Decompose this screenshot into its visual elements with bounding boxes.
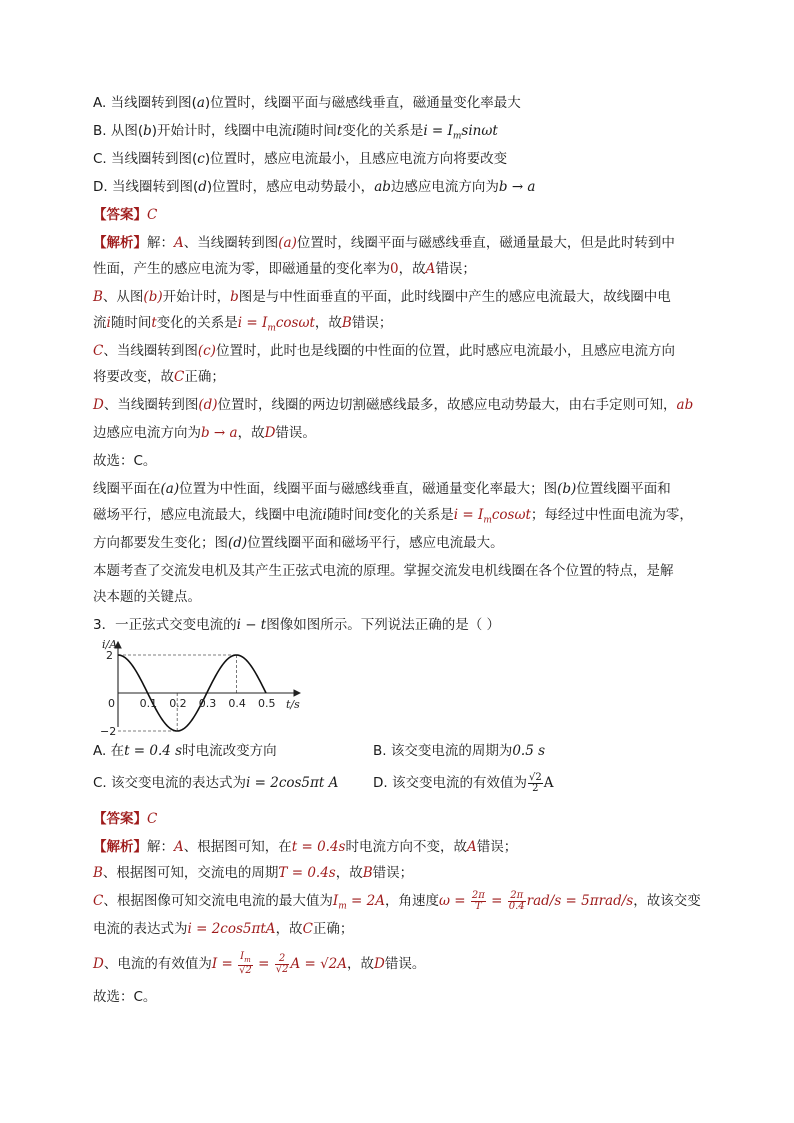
q2-option-a: A. 当线圈转到图(a)位置时，线圈平面与磁感线垂直，磁通量变化率最大 bbox=[93, 95, 521, 111]
q2-answer: 【答案】C bbox=[93, 207, 158, 223]
x-tick-label: 0 bbox=[108, 697, 115, 710]
q3-analysis-line-3: C、根据图像可知交流电电流的最大值为$I_m = 2A$，角速度ω = $\frac{2\pi}{T}$ = $\frac{2\pi}{0.4}$ rad/s = 5πrad/s，故该交变 bbox=[93, 889, 701, 912]
x-axis-label: t/s bbox=[286, 698, 300, 711]
q3-analysis-line-2: B、根据图可知，交流电的周期T = 0.4s，故B错误； bbox=[93, 865, 414, 881]
q2-analysis-line-3: B、从图(b)开始计时，b图是与中性面垂直的平面，此时线圈中产生的感应电流最大，故线圈中电 bbox=[93, 289, 671, 305]
q2-summary-line-2: 磁场平行，感应电流最大，线圈中电流i随时间t变化的关系是$i = I_m\cos\omega t$；每经过中性面电流为零， bbox=[93, 507, 693, 526]
x-tick-label: 0.3 bbox=[198, 697, 217, 710]
y-axis-label: i/A bbox=[102, 638, 118, 651]
q2-option-d: D. 当线圈转到图(d)位置时，感应电动势最小，ab边感应电流方向为b → a bbox=[93, 179, 536, 195]
q3-stem: 3．一正弦式交变电流的i − t图像如图所示。下列说法正确的是（ ） bbox=[93, 617, 501, 633]
q2-analysis-line-7: D、当线圈转到图(d)位置时，线圈的两边切割磁感线最多，故感应电动势最大，由右手定则可知，ab bbox=[93, 397, 694, 413]
q2-summary-line-4: 本题考查了交流发电机及其产生正弦式电流的原理。掌握交流发电机线圈在各个位置的特点，是解 bbox=[93, 563, 674, 579]
q3-option-c: C. 该交变电流的表达式为i = 2cos5πt A bbox=[93, 775, 339, 791]
x-tick-label: 0.2 bbox=[169, 697, 187, 710]
y-tick-label: 2 bbox=[106, 649, 113, 662]
q3-analysis-line-5: D、电流的有效值为I = $\frac{I_m}{√2}$ = $\frac{2}{√2}$ A = √2A，故D错误。 bbox=[93, 951, 426, 976]
x-tick-label: 0.5 bbox=[258, 697, 276, 710]
y-tick-label: −2 bbox=[100, 725, 117, 738]
q2-analysis-line-2: 性面，产生的感应电流为零，即磁通量的变化率为0，故A错误； bbox=[93, 261, 476, 277]
q2-analysis-line-8: 边感应电流方向为b → a，故D错误。 bbox=[93, 425, 316, 441]
x-tick-label: 0.1 bbox=[139, 697, 158, 710]
q2-analysis-line-6: 将要改变，故C正确； bbox=[93, 369, 225, 385]
q2-option-c: C. 当线圈转到图(c)位置时，感应电流最小，且感应电流方向将要改变 bbox=[93, 151, 508, 167]
q3-choice: 故选：C。 bbox=[93, 989, 157, 1005]
q3-option-d: D. 该交变电流的有效值为 $\frac{√2}{2}$ A bbox=[373, 771, 554, 794]
current-time-graph bbox=[100, 636, 310, 738]
q2-summary-line-3: 方向都要发生变化；图(d)位置线圈平面和磁场平行，感应电流最大。 bbox=[93, 535, 504, 551]
q2-summary-line-5: 决本题的关键点。 bbox=[93, 589, 201, 605]
q2-analysis-line-1: 【解析】解：A、当线圈转到图(a)位置时，线圈平面与磁感线垂直，磁通量最大，但是此时转到中 bbox=[93, 235, 675, 251]
q3-analysis-line-4: 电流的表达式为i = 2cos5πtA，故C正确； bbox=[93, 921, 354, 937]
q2-choice: 故选：C。 bbox=[93, 453, 157, 469]
x-tick-label: 0.4 bbox=[228, 697, 246, 710]
q2-analysis-line-5: C、当线圈转到图(c)位置时，此时也是线圈的中性面的位置，此时感应电流最小，且感应电流方向 bbox=[93, 343, 675, 359]
q2-analysis-line-4: 流i随时间t变化的关系是$i = I_m\cos\omega t$，故B错误； bbox=[93, 315, 393, 334]
q3-option-b: B. 该交变电流的周期为0.5 s bbox=[373, 743, 546, 759]
q3-option-a: A. 在t = 0.4 s时电流改变方向 bbox=[93, 743, 277, 759]
q3-analysis-line-1: 【解析】解：A、根据图可知，在t = 0.4s时电流方向不变，故A错误； bbox=[93, 839, 518, 855]
q3-answer: 【答案】C bbox=[93, 811, 158, 827]
q2-summary-line-1: 线圈平面在(a)位置为中性面，线圈平面与磁感线垂直，磁通量变化率最大；图(b)位置线圈平面和 bbox=[93, 481, 671, 497]
q2-option-b: B. 从图(b)开始计时，线圈中电流i随时间t变化的关系是$i = I_m\sin\omega t$ bbox=[93, 123, 498, 142]
